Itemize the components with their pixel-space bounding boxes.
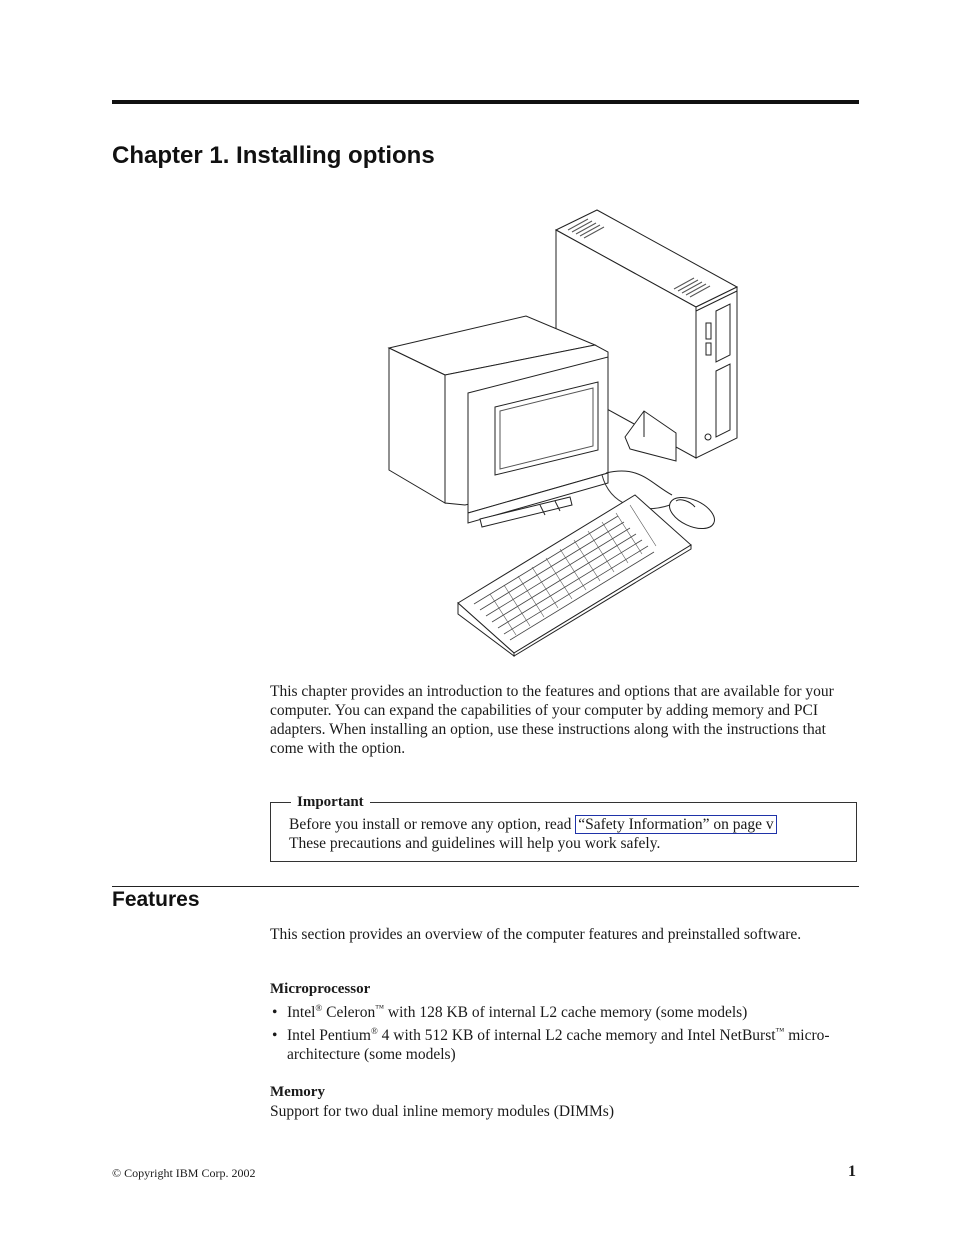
top-rule	[112, 100, 859, 104]
memory-heading: Memory	[270, 1084, 325, 1100]
item-text: 4 with 512 KB of internal L2 cache memory and Intel NetBurst	[377, 1027, 776, 1044]
features-overview: This section provides an overview of the computer features and preinstalled software.	[270, 926, 802, 943]
microprocessor-heading: Microprocessor	[270, 981, 371, 997]
important-text-after: These precautions and guidelines will help you work safely.	[289, 835, 661, 852]
item-text: Intel Pentium	[287, 1027, 371, 1044]
chapter-title: Chapter 1. Installing options	[112, 142, 435, 169]
item-text: micro-architecture (some models)	[287, 1027, 830, 1063]
computer-illustration	[380, 205, 740, 660]
list-item	[270, 1026, 862, 1064]
bullet: •	[272, 1004, 278, 1021]
item-text: Celeron	[322, 1004, 376, 1021]
item-text: Intel	[287, 1004, 316, 1021]
copyright-footer: © Copyright IBM Corp. 2002	[112, 1166, 256, 1180]
registered-mark: ®	[370, 1026, 378, 1036]
memory-text: Support for two dual inline memory modules (DIMMs)	[270, 1103, 614, 1120]
trademark-mark: ™	[375, 1003, 385, 1013]
page-number: 1	[848, 1163, 856, 1180]
intro-paragraph: This chapter provides an introduction to the features and options that are available for your computer. You can expand the capabilities of your computer by adding memory and PCI adapters. When installing an option, use these instructions along with the instructions that come with the option.	[270, 683, 834, 757]
section-rule	[112, 886, 859, 887]
features-heading: Features	[112, 888, 200, 911]
trademark-mark: ™	[775, 1026, 785, 1036]
bullet: •	[272, 1027, 278, 1044]
monitor	[389, 316, 608, 527]
item-text: with 128 KB of internal L2 cache memory (some models)	[384, 1004, 748, 1021]
important-text	[289, 815, 849, 853]
microprocessor-list	[270, 1003, 862, 1068]
list-item	[270, 1003, 862, 1022]
important-notice	[270, 794, 857, 862]
important-text-before: Before you install or remove any option, read	[289, 816, 576, 833]
registered-mark: ®	[315, 1003, 323, 1013]
safety-information-link[interactable]: “Safety Information” on page v	[575, 815, 776, 834]
important-label: Important	[291, 794, 370, 811]
